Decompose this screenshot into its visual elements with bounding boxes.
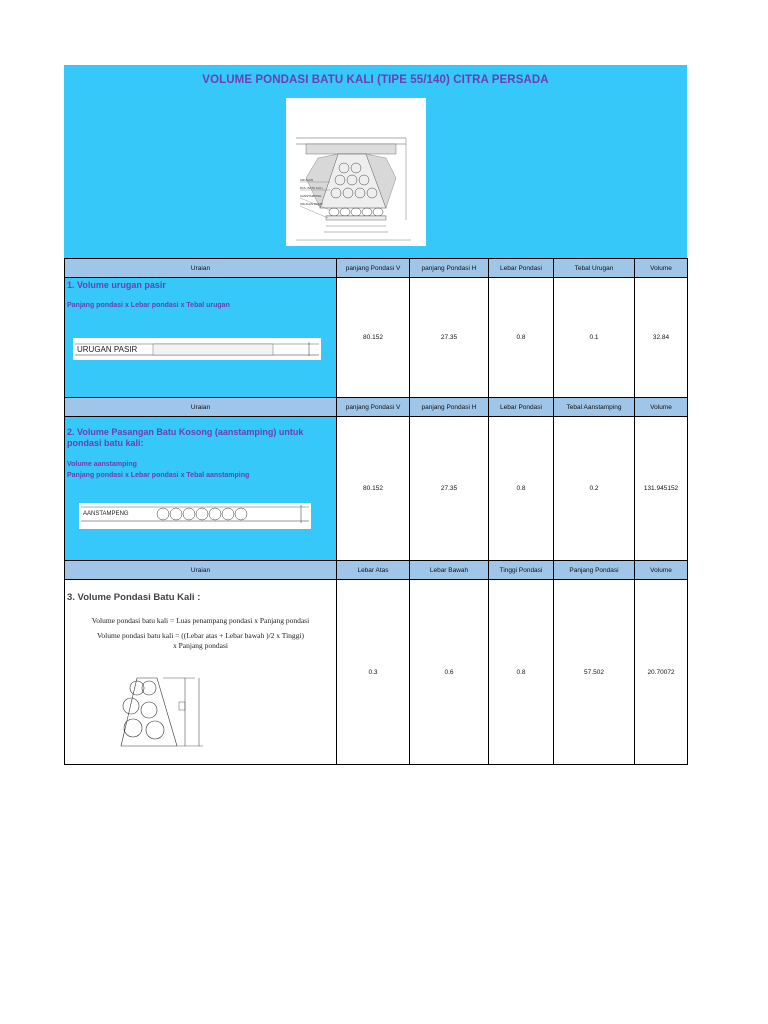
description-cell [65, 417, 337, 561]
header-cell: Volume [635, 398, 688, 417]
formula-line: x Panjang pondasi [173, 641, 228, 650]
header-cell: Volume [635, 561, 688, 580]
value-cell: 80.152 [337, 278, 410, 398]
header-cell: Lebar Pondasi [489, 259, 554, 278]
header-cell: Uraian [65, 259, 337, 278]
formula-line: Volume pondasi batu kali = Luas penampang pondasi x Panjang pondasi [91, 616, 310, 625]
value-cell: 0.6 [410, 580, 489, 765]
table-row [65, 580, 688, 765]
section-formula: Panjang pondasi x Lebar pondasi x Tebal urugan [67, 302, 230, 309]
value-cell: 32.84 [635, 278, 688, 398]
header-cell: Panjang Pondasi [554, 561, 635, 580]
value-cell: 27.35 [410, 278, 489, 398]
figure-label: URUGAN PASIR [77, 345, 138, 354]
header-cell: panjang Pondasi V [337, 398, 410, 417]
header-cell: Tinggi Pondasi [489, 561, 554, 580]
value-cell: 0.2 [554, 417, 635, 561]
aanstamping-figure [79, 503, 311, 529]
header-cell: panjang Pondasi H [410, 398, 489, 417]
urugan-pasir-figure [73, 338, 321, 360]
table-header-row [65, 259, 688, 278]
section-formula: Panjang pondasi x Lebar pondasi x Tebal aanstamping [67, 472, 250, 479]
formula-line: Volume pondasi batu kali = ((Lebar atas + Lebar bawah )/2 x Tinggi) [96, 631, 305, 640]
header-cell: panjang Pondasi V [337, 259, 410, 278]
drawing-label-urugan-pasir: URUGAN PASIR [300, 202, 323, 206]
value-cell: 27.35 [410, 417, 489, 561]
spreadsheet-sheet [64, 65, 687, 765]
header-cell: Uraian [65, 561, 337, 580]
value-cell: 0.3 [337, 580, 410, 765]
volume-table [64, 258, 688, 765]
page-title: VOLUME PONDASI BATU KALI (TIPE 55/140) CITRA PERSADA [202, 74, 549, 86]
header-cell: Lebar Bawah [410, 561, 489, 580]
value-cell: 0.8 [489, 580, 554, 765]
drawing-label-batu-kali: PAS. BATU KALI [300, 186, 323, 190]
value-cell: 20.70072 [635, 580, 688, 765]
header-cell: Tebal Urugan [554, 259, 635, 278]
section-title: 1. Volume urugan pasir [67, 280, 166, 290]
header-cell: Lebar Pondasi [489, 398, 554, 417]
value-cell: 0.1 [554, 278, 635, 398]
table-row [65, 417, 688, 561]
description-cell [65, 580, 337, 765]
header-cell: Uraian [65, 398, 337, 417]
table-header-row [65, 398, 688, 417]
value-cell: 0.8 [489, 417, 554, 561]
title-header [64, 65, 687, 258]
header-cell: Lebar Atas [337, 561, 410, 580]
drawing-label-urugan: URUGAN [300, 178, 314, 182]
header-cell: panjang Pondasi H [410, 259, 489, 278]
value-cell: 57.502 [554, 580, 635, 765]
header-cell: Tebal Aanstamping [554, 398, 635, 417]
value-cell: 80.152 [337, 417, 410, 561]
section-formula-label: Volume aanstamping [67, 461, 137, 468]
foundation-cross-section-drawing [286, 98, 426, 246]
description-cell [65, 278, 337, 398]
section-title: 3. Volume Pondasi Batu Kali : [67, 592, 201, 603]
batu-kali-section-figure [119, 672, 209, 752]
section-title: 2. Volume Pasangan Batu Kosong (aanstamping) untuk pondasi batu kali: [67, 427, 304, 448]
value-cell: 0.8 [489, 278, 554, 398]
table-row [65, 278, 688, 398]
value-cell: 131.945152 [635, 417, 688, 561]
header-cell: Volume [635, 259, 688, 278]
table-header-row [65, 561, 688, 580]
figure-label: AANSTAMPENG [83, 511, 129, 517]
drawing-label-aanstamping: AANSTAMPING [300, 194, 322, 198]
